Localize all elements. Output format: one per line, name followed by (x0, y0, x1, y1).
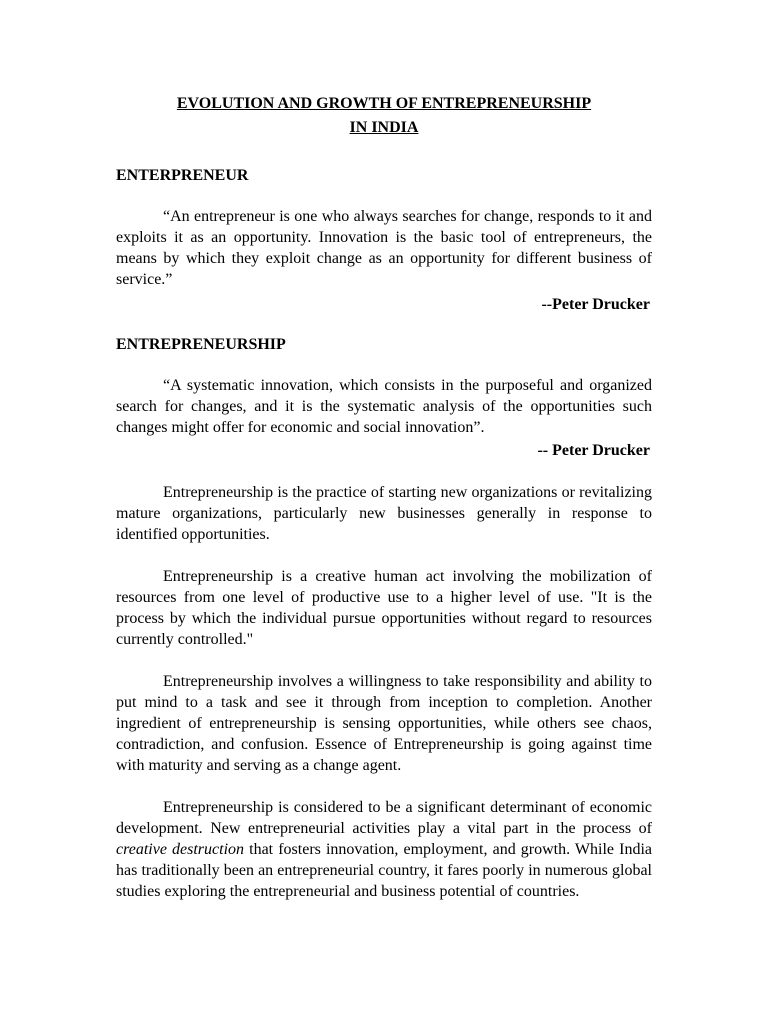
quote-attribution-2: -- Peter Drucker (537, 442, 650, 459)
document-page (116, 92, 652, 902)
quote-entrepreneur: “An entrepreneur is one who always searches for change, responds to it and exploits it as an opportunity. Innovation is the basic tool of entrepreneurs, the means by which they exploit change as an opportunity for different business of service.” (116, 208, 652, 288)
paragraph-4 (116, 797, 652, 902)
paragraph-4-text-start: Entrepreneurship is considered to be a significant determinant of economic development. New entrepreneurial activities play a vital part in the process of (116, 799, 652, 837)
title-line-2: IN INDIA (349, 119, 419, 136)
paragraph-4-text-end: that fosters innovation, employment, and growth. While India has traditionally been an entrepreneurial country, it fares poorly in numerous global studies exploring the entrepreneurial and business potential of countries. (116, 841, 653, 900)
document-title (116, 92, 652, 140)
paragraph-4-italic-term: creative destruction (116, 841, 245, 858)
paragraph-1: Entrepreneurship is the practice of starting new organizations or revitalizing mature organizations, particularly new businesses generally in response to identified opportunities. (116, 484, 652, 543)
quote-attribution-1: --Peter Drucker (541, 296, 650, 313)
title-line-1: EVOLUTION AND GROWTH OF ENTREPRENEURSHIP (176, 95, 592, 112)
quote-entrepreneurship: “A systematic innovation, which consists in the purposeful and organized search for changes, and it is the systematic analysis of the opportunities such changes might offer for economic and social innovation”. (116, 377, 652, 436)
section-heading-entrepreneurship: ENTREPRENEURSHIP (116, 336, 286, 353)
paragraph-3: Entrepreneurship involves a willingness to take responsibility and ability to put mind to a task and see it through from inception to completion. Another ingredient of entrepreneurship is sensing opportunities, while others see chaos, contradiction, and confusion. Essence of Entrepreneurship is going against time with maturity and serving as a change agent. (116, 673, 652, 774)
section-heading-entrepreneur: ENTERPRENEUR (116, 167, 249, 184)
paragraph-2: Entrepreneurship is a creative human act involving the mobilization of resources from one level of productive use to a higher level of use. "It is the process by which the individual pursue opportunities without regard to resources currently controlled." (116, 568, 652, 648)
